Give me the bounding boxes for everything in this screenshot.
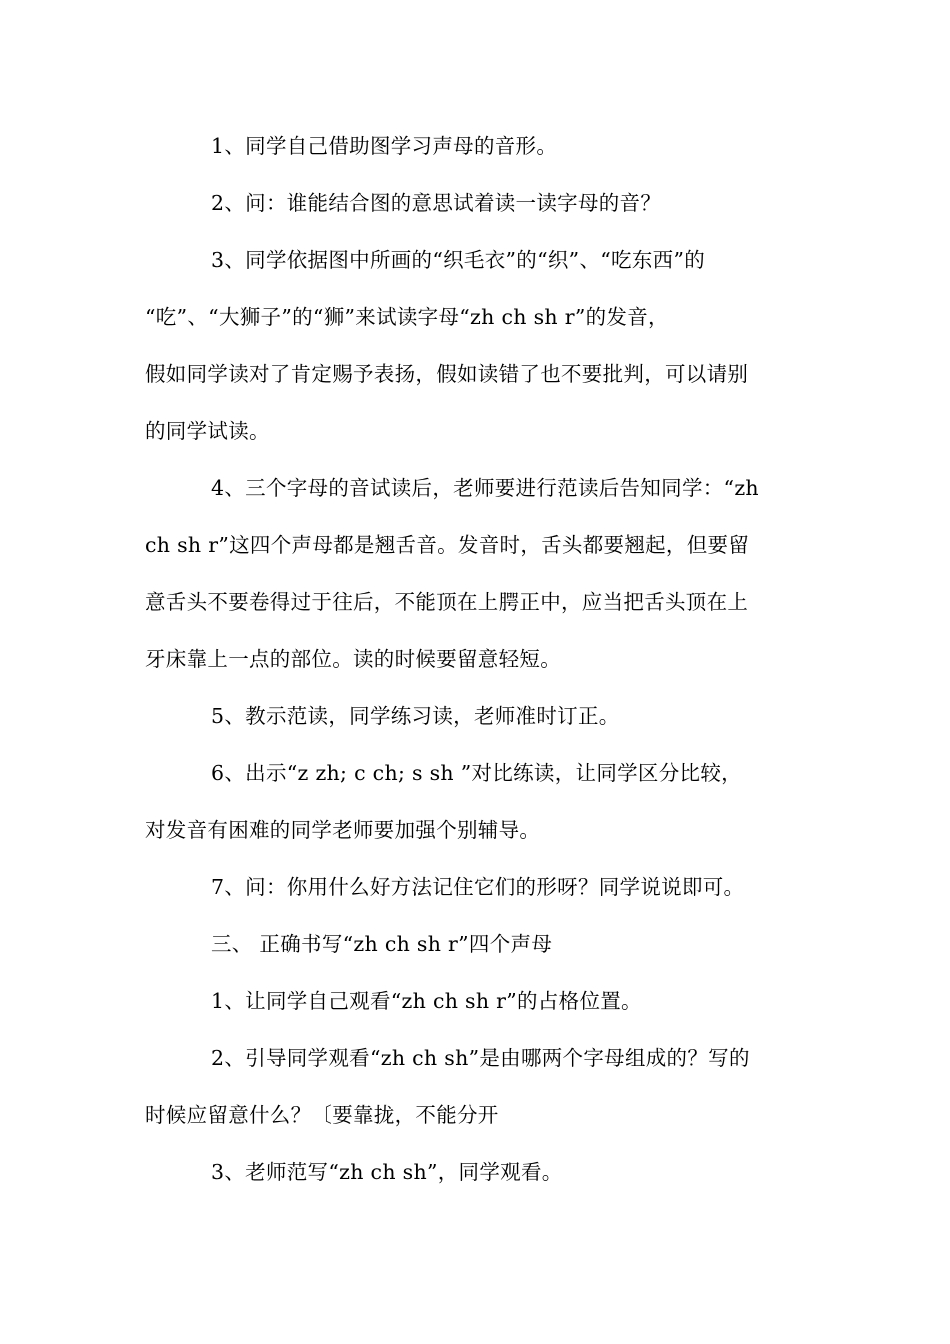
paragraph-line: 4、三个字母的音试读后，老师要进行范读后告知同学：“zh <box>211 476 759 500</box>
paragraph-line: 2、引导同学观看“zh ch sh”是由哪两个字母组成的？写的 <box>211 1046 750 1070</box>
paragraph-line: 假如同学读对了肯定赐予表扬，假如读错了也不要批判，可以请别 <box>145 362 749 386</box>
paragraph-line: 时候应留意什么？〔要靠拢，不能分开 <box>145 1103 499 1127</box>
paragraph-line: ch sh r”这四个声母都是翘舌音。发音时，舌头都要翘起，但要留 <box>145 533 750 557</box>
paragraph-line: 6、出示“z zh; c ch; s sh ”对比练读，让同学区分比较， <box>211 761 742 785</box>
document-body <box>145 132 815 1215</box>
paragraph-line: 的同学试读。 <box>145 419 270 443</box>
paragraph-line: 7、问：你用什么好方法记住它们的形呀？同学说说即可。 <box>211 875 745 899</box>
paragraph-line: 5、教示范读，同学练习读，老师准时订正。 <box>211 704 620 728</box>
paragraph-line: 3、老师范写“zh ch sh”，同学观看。 <box>211 1160 563 1184</box>
paragraph-line: 1、让同学自己观看“zh ch sh r”的占格位置。 <box>211 989 642 1013</box>
paragraph-line: 意舌头不要卷得过于往后，不能顶在上腭正中，应当把舌头顶在上 <box>145 590 749 614</box>
paragraph-line: 对发音有困难的同学老师要加强个别辅导。 <box>145 818 541 842</box>
paragraph-line: 2、问：谁能结合图的意思试着读一读字母的音？ <box>211 191 662 215</box>
paragraph-line: 牙床靠上一点的部位。读的时候要留意轻短。 <box>145 647 561 671</box>
section-heading: 三、 正确书写“zh ch sh r”四个声母 <box>211 932 553 956</box>
paragraph-line: 1、同学自己借助图学习声母的音形。 <box>211 134 558 158</box>
paragraph-line: “吃”、“大狮子”的“狮”来试读字母“zh ch sh r”的发音， <box>145 305 669 329</box>
paragraph-line: 3、同学依据图中所画的“织毛衣”的“织”、“吃东西”的 <box>211 248 706 272</box>
